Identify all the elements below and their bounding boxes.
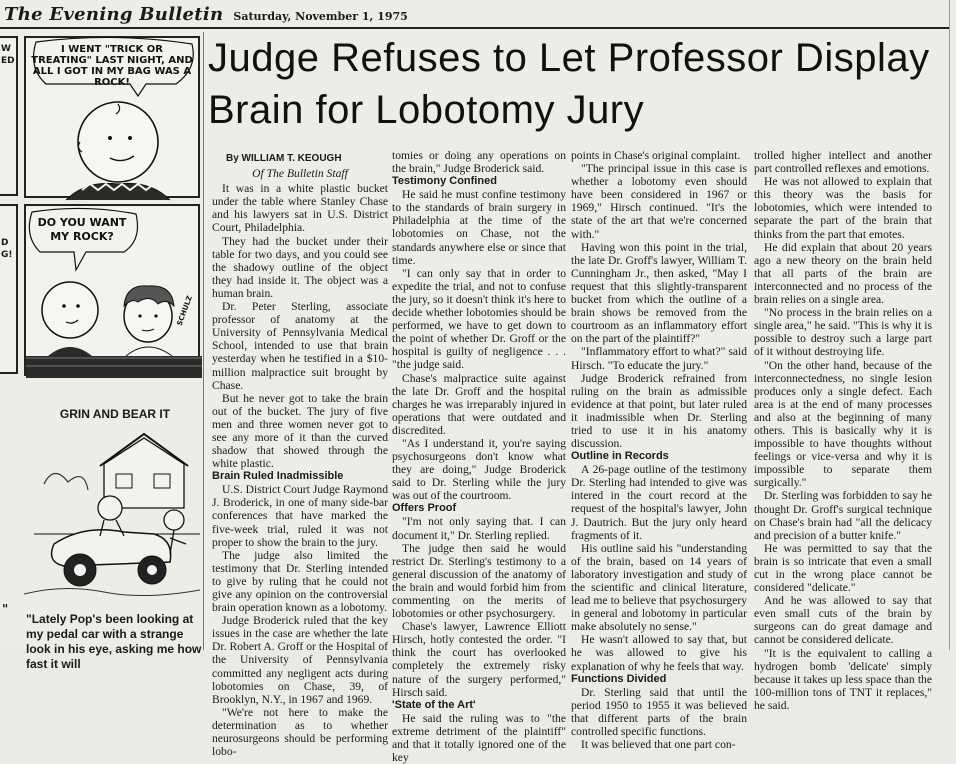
article-paragraph: A 26-page outline of the testimony Dr. Sterling had intended to give was intered in the court record at the request of the hospital's lawyer, John J. Dautrich. But the jury only heard fragments of it.	[571, 463, 747, 542]
pedal-car-cartoon-drawing	[24, 424, 200, 610]
article-paragraph: Dr. Sterling said that until the period 1950 to 1955 it was believed that different parts of the brain controlled specific functions.	[571, 685, 747, 738]
column-4-body	[754, 149, 932, 712]
article-paragraph: Chase's lawyer, Lawrence Elliott Hirsch, hotly contested the order. "I think the court has overlooked completely the extremely risky nature of the surgery performed," Hirsch said.	[392, 620, 566, 699]
article-headline: Judge Refuses to Let Professor Display Brain for Lobotomy Jury	[208, 36, 930, 132]
charlie-brown-and-peppermint-patty-drawing	[26, 206, 202, 378]
article-paragraph: "On the other hand, because of the interconnectedness, no single lesion produces only a single defect. Each area is at the end of many processes and also at the beginning of many others. This is basically why it is impossible to have thoughts without feelings or vice-versa and why it is impossible to separate them surgically."	[754, 358, 932, 490]
column-2-body	[392, 149, 566, 764]
masthead-title: The Evening Bulletin	[4, 4, 224, 25]
section-subhead: Testimony Confined	[392, 175, 497, 188]
article-column-4	[754, 149, 932, 712]
section-subhead: 'State of the Art'	[392, 698, 476, 711]
article-paragraph: trolled higher intellect and another part controlled reflexes and emotions.	[754, 149, 932, 176]
comics-column	[0, 32, 202, 671]
article-paragraph: Having won this point in the trial, the late Dr. Groff's lawyer, William T. Cunningham Jr., then asked, "May I request that this slightly-transparent bucket from which the outline of a brain shows be removed from the courtroom as an inflammatory effort on the part of the plaintiff?"	[571, 240, 747, 346]
article-paragraph: Dr. Sterling was forbidden to say he thought Dr. Groff's surgical technique on Chase's brain had "all the delicacy and precision of a butter knife."	[754, 489, 932, 542]
edge-text: D	[1, 238, 9, 248]
masthead-rule	[0, 27, 950, 29]
peanuts-panel-1	[24, 36, 200, 198]
column-3-body	[571, 149, 747, 751]
article-byline: By WILLIAM T. KEOUGH	[226, 153, 342, 164]
article-paragraph: U.S. District Court Judge Raymond J. Broderick, in one of many side-bar conferences that have marked the five-week trial, ruled it was not proper to show the brain to the jury.	[212, 483, 388, 549]
masthead-date: Saturday, November 1, 1975	[233, 10, 408, 23]
grin-and-bear-it-caption: "Lately Pop's been looking at my pedal car with a strange look in his eye, asking me how fast it will	[26, 612, 202, 671]
page-edge	[949, 0, 950, 650]
article-paragraph: He was permitted to say that the brain is so intricate that even a small cut in the wrong place cannot be considered "delicate."	[754, 541, 932, 595]
article-paragraph: It was in a white plastic bucket under the table where Stanley Chase and his lawyers sat in U.S. District Court, Philadelphia.	[212, 182, 388, 235]
article-paragraph: "No process in the brain relies on a single area," he said. "This is why it is possible to destroy such a large part of it without destroying life.	[754, 306, 932, 359]
edge-text: ED	[1, 56, 15, 66]
article-paragraph: "I'm not only saying that. I can document it," Dr. Sterling replied.	[392, 515, 566, 542]
article-column-3	[571, 149, 747, 752]
article-paragraph: tomies or doing any operations on the brain," Judge Broderick said.	[392, 149, 566, 176]
article-paragraph: But he never got to take the brain out of the bucket. The jury of five men and three women never got to see any more of it than the curved shadow that showed through the white plastic.	[212, 391, 388, 471]
section-subhead: Functions Divided	[571, 672, 667, 685]
article-paragraph: "I can only say that in order to expedite the trial, and not to confuse the jury, so it doesn't think it's here to decide whether lobotomies should be performed, we have to get down to the point of whether Dr. Groff or the hospital is guilty of negligence . . . "the judge said.	[392, 266, 566, 372]
section-subhead: Offers Proof	[392, 502, 457, 515]
article-paragraph: He did explain that about 20 years ago a new theory on the brain held that all parts of the brain are interconnected and no process of the brain relies on a single area.	[754, 240, 932, 307]
speech-bubble: DO YOU WANT MY ROCK?	[37, 216, 127, 243]
article-paragraph: "It is the equivalent to calling a hydrogen bomb 'delicate' simply because it takes up less space than the 100-million tons of TNT it replaces," he said.	[754, 646, 932, 712]
article-paragraph: They had the bucket under their table for two days, and you could see the shadowy outline of the object they had inside it. The object was a human brain.	[212, 234, 388, 300]
edge-text: "	[2, 602, 9, 616]
article-paragraph: Judge Broderick refrained from ruling on the brain as admissible evidence at that point, but later ruled it inadmissible when Dr. Sterling tried to use it in his anatomy discussion.	[571, 371, 747, 451]
charlie-brown-drawing	[26, 38, 202, 200]
article-paragraph: It was believed that one part con-	[581, 738, 736, 752]
peanuts-panel-2	[24, 204, 200, 376]
article-paragraph: The judge then said he would restrict Dr. Sterling's testimony to a general discussion of the anatomy of the brain and would forbid him from commenting on the merits of lobotomies or other psychosurgery.	[392, 541, 566, 621]
section-subhead: Outline in Records	[571, 450, 669, 463]
section-subhead: Brain Ruled Inadmissible	[212, 470, 344, 483]
article-column-2	[392, 149, 566, 764]
adjacent-comic-strip-edge	[0, 204, 18, 374]
article-paragraph: "We're not here to make the determination as to whether neurosurgeons should be performing lobo-	[212, 705, 388, 759]
article-paragraph: Chase's malpractice suite against the late Dr. Groff and the hospital charges he was irreparably injured in operations that were outdated and discredited.	[392, 371, 566, 437]
article-paragraph: "As I understand it, you're saying psychosurgeons don't know what they are doing," Judge Broderick said to Dr. Sterling while the jury was out of the courtroom.	[392, 436, 566, 503]
article-paragraph: His outline said his "understanding of the brain, based on 14 years of laboratory investigation and study of the scientific and clinical literature, lead me to believe that psychosurgery in general and lobotomy in particular make absolutely no sense."	[571, 541, 747, 634]
article-paragraph: The judge also limited the testimony that Dr. Sterling intended to give by ruling that he could not give any opinion on the controversial brain operation known as a lobotomy.	[212, 548, 388, 615]
article-paragraph: He was not allowed to explain that this theory was the basis for lobotomies, which were intended to separate the part of the brain that thinks from the part that emotes.	[754, 175, 932, 241]
article-paragraph: Judge Broderick ruled that the key issues in the case are whether the late Dr. Robert A. Groff or the Hospital of the University of Pennsylvania committed any negligent acts during lobotomies on Chase, 39, of Brooklyn, N.Y., in 1967 and 1969.	[212, 614, 388, 706]
edge-text: W	[1, 44, 11, 54]
article-paragraph: "The principal issue in this case is whether a lobotomy even should have been considered in 1967 or 1969," Hirsch continued. "It's the state of the art that we're concerned with."	[571, 162, 747, 241]
article-paragraph: He said he must confine testimony to the standards of brain surgery in Philadelphia at the time of the lobotomies on Chase, not the standards anywhere else or since that time.	[392, 188, 566, 267]
article-paragraph: He said the ruling was to "the extreme detriment of the plaintiff" and that it totally ignored one of the key	[392, 711, 566, 764]
column-1-body	[212, 182, 388, 758]
article-paragraph: Dr. Peter Sterling, associate professor of anatomy at the University of Pennsylvania Medical School, intended to use that brain yesterday when he testified in a $10-million malpractice suit brought by Chase.	[212, 300, 388, 392]
article-paragraph: "Inflammatory effort to what?" said Hirsch. "To educate the jury."	[571, 345, 747, 372]
article-paragraph: He wasn't allowed to say that, but he was allowed to give his explanation of why he feels that way.	[571, 633, 747, 673]
article-column-1	[212, 152, 388, 759]
edge-text: G!	[1, 250, 13, 260]
masthead	[4, 4, 408, 28]
column-divider	[203, 32, 204, 650]
article-paragraph: And he was allowed to say that even small cuts of the brain by surgeons can do great damage and cannot be considered delicate.	[754, 594, 932, 647]
article-paragraph: points in Chase's original complaint.	[571, 149, 741, 162]
grin-and-bear-it-title: GRIN AND BEAR IT	[59, 407, 171, 421]
article-staff-line: Of The Bulletin Staff	[252, 167, 348, 181]
grin-and-bear-it-cartoon	[24, 424, 200, 610]
speech-bubble: I WENT "TRICK OR TREATING" LAST NIGHT, AND ALL I GOT IN MY BAG WAS A ROCK!	[31, 44, 193, 88]
comic-signature: SCHULZ	[175, 294, 194, 327]
